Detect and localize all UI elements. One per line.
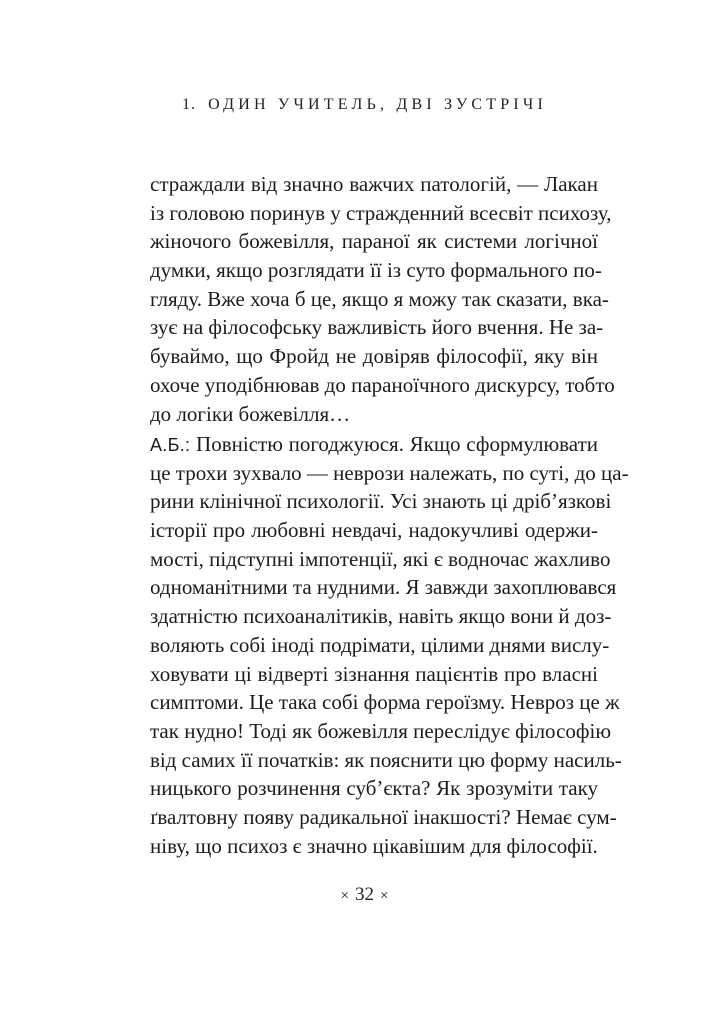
text-line: здатністю психоаналітиків, навіть якщо вони й доз- (150, 604, 612, 629)
first-line-text: Повністю погоджуюся. Якщо сформулювати (196, 432, 598, 456)
folio-left-mark: × (340, 888, 349, 904)
text-line: воляють собі іноді подрімати, цілими днями вислу- (150, 632, 610, 657)
text-line: охоче уподібнював до параноїчного дискурсу, тобто (150, 372, 615, 397)
page-number: 32 (355, 884, 374, 905)
page-folio (0, 884, 717, 906)
text-line: це трохи зухвало — неврози належать, по суті, до ца- (150, 460, 629, 485)
text-line-first (150, 430, 598, 459)
text-line: гляду. Вже хоча б це, якщо я можу так сказати, вка- (150, 286, 609, 311)
text-line: ховувати ці відверті зізнання пацієнтів про власні (150, 661, 598, 686)
text-line: страждали від значно важчих патологій, — Лакан (150, 172, 598, 196)
text-line: ґвалтовну появу радикальної інакшості? Немає сум- (150, 804, 617, 829)
speaker-label: А.Б.: (150, 435, 191, 455)
text-line: одноманітними та нудними. Я завжди захоплювався (150, 575, 617, 600)
chapter-number: 1. (181, 96, 196, 113)
text-line: симптоми. Це така собі форма героїзму. Невроз це ж (150, 690, 620, 715)
paragraph-1 (150, 170, 615, 428)
text-line: ницького розчинення суб’єкта? Як зрозуміти таку (150, 776, 598, 801)
text-line: історії про любовні невдачі, надокучливі одержи- (150, 518, 598, 543)
text-line: так нудно! Тоді як божевілля переслідує філософію (150, 718, 612, 743)
text-line: думки, якщо розглядати її із суто формального по- (150, 258, 602, 283)
text-line: жіночого божевілля, параної як системи логічної (150, 229, 598, 254)
text-line: рини клінічної психології. Усі знають ці дріб’язкові (150, 489, 612, 514)
text-line: із головою поринув у стражденний всесвіт психозу, (150, 200, 612, 225)
chapter-title: ОДИН УЧИТЕЛЬ, ДВІ ЗУСТРІЧІ (208, 96, 548, 113)
text-line: буваймо, що Фройд не довіряв філософії, яку він (150, 344, 598, 369)
paragraph-2 (150, 430, 629, 860)
text-line: ніву, що психоз є значно цікавішим для філософії. (150, 833, 598, 858)
running-head (0, 96, 717, 114)
folio-right-mark: × (380, 888, 389, 904)
text-line: до логіки божевілля… (150, 401, 351, 426)
text-line: від самих її початків: як пояснити цю форму насиль- (150, 747, 622, 772)
text-line: мості, підступні імпотенції, які є водночас жахливо (150, 546, 611, 571)
text-line: зує на філософську важливість його вчення. Не за- (150, 315, 604, 340)
